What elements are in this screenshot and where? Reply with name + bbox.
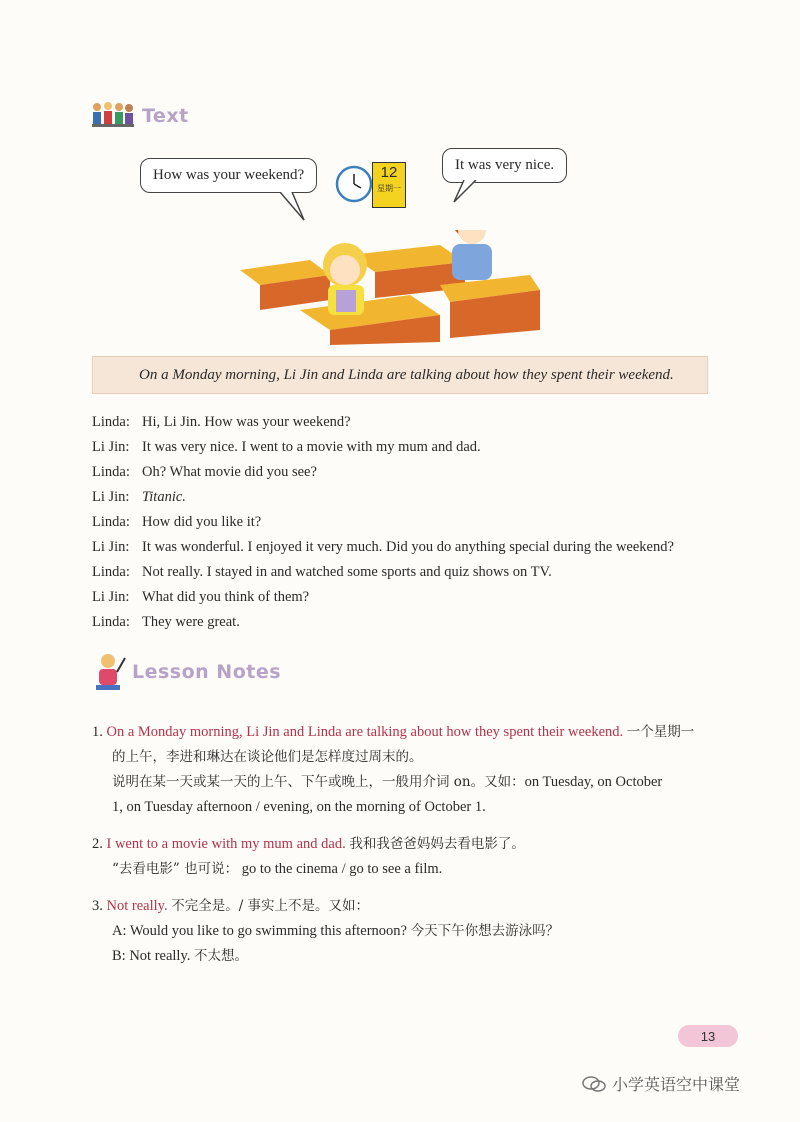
lesson-notes xyxy=(92,720,712,981)
speaker: Li Jin: xyxy=(92,539,130,555)
note-number: 2. xyxy=(92,836,103,852)
note-phrase: I went to a movie with my mum and dad. xyxy=(106,836,346,852)
line-text: Oh? What movie did you see? xyxy=(142,464,317,480)
line-text: Not really. I stayed in and watched some sports and quiz shows on TV. xyxy=(142,564,552,580)
dialogue-line xyxy=(92,410,712,435)
speaker: Li Jin: xyxy=(92,589,130,605)
example-a-translation: 今天下午你想去游泳吗？ xyxy=(410,923,560,939)
speech-bubble-linda: How was your weekend? xyxy=(140,158,317,193)
note-translation: 一个星期一 xyxy=(626,724,695,740)
example-b: B: Not really. xyxy=(112,948,191,964)
watermark-text: 小学英语空中课堂 xyxy=(612,1075,741,1094)
speech-bubble-li-jin: It was very nice. xyxy=(442,148,567,183)
line-text: What did you think of them? xyxy=(142,589,310,605)
example-b-translation: 不太想。 xyxy=(194,948,249,964)
dialogue-line xyxy=(92,510,712,535)
text-section-title: Text xyxy=(142,105,189,127)
calendar-weekday: 星期一 xyxy=(377,184,401,193)
calendar-day: 12 xyxy=(380,164,398,181)
note-phrase: On a Monday morning, Li Jin and Linda are talking about how they spent their weekend. xyxy=(106,724,624,740)
dialogue-line xyxy=(92,435,712,460)
kids-icon xyxy=(90,100,136,132)
line-text: Hi, Li Jin. How was your weekend? xyxy=(142,414,351,430)
note-3 xyxy=(92,894,712,969)
teacher-icon xyxy=(92,652,126,692)
watermark xyxy=(582,1072,740,1095)
speaker: Li Jin: xyxy=(92,489,130,505)
dialogue-line xyxy=(92,535,712,560)
note-translation: 的上午，李进和琳达在谈论他们是怎样度过周末的。 xyxy=(112,749,423,765)
dialogue xyxy=(92,410,712,635)
line-text: It was wonderful. I enjoyed it very much. Did you do anything special during the weekend? xyxy=(142,539,674,555)
lesson-notes-title: Lesson Notes xyxy=(132,661,282,683)
note-phrase: Not really. xyxy=(106,898,168,914)
dialogue-line xyxy=(92,460,712,485)
line-text: It was very nice. I went to a movie with my mum and dad. xyxy=(142,439,481,455)
bubble-tail-left xyxy=(278,192,308,224)
note-example: go to the cinema / go to see a film. xyxy=(241,861,443,877)
line-text: How did you like it? xyxy=(142,514,262,530)
note-number: 1. xyxy=(92,724,103,740)
page-number: 13 xyxy=(678,1025,738,1047)
calendar-icon xyxy=(372,162,406,208)
note-2 xyxy=(92,832,712,882)
line-text: They were great. xyxy=(142,614,240,630)
note-translation: 我和我爸爸妈妈去看电影了。 xyxy=(349,836,525,852)
speaker: Linda: xyxy=(92,464,130,480)
note-example: 1, on Tuesday afternoon / evening, on the morning of October 1. xyxy=(112,799,486,815)
bubble-tail-right xyxy=(452,180,482,206)
wechat-icon xyxy=(582,1075,606,1093)
note-1 xyxy=(92,720,712,820)
speaker: Li Jin: xyxy=(92,439,130,455)
scene-description: On a Monday morning, Li Jin and Linda are talking about how they spent their weekend. xyxy=(92,356,708,394)
dialogue-line xyxy=(92,560,712,585)
lesson-notes-header xyxy=(92,652,281,692)
dialogue-line xyxy=(92,585,712,610)
note-number: 3. xyxy=(92,898,103,914)
line-text: Titanic. xyxy=(142,489,186,505)
note-translation: 不完全是。/ 事实上不是。又如： xyxy=(171,898,370,914)
example-a: A: Would you like to go swimming this afternoon? xyxy=(112,923,407,939)
classroom-illustration xyxy=(240,230,550,345)
text-section-header xyxy=(90,100,189,132)
speaker: Linda: xyxy=(92,414,130,430)
speaker: Linda: xyxy=(92,564,130,580)
dialogue-line xyxy=(92,610,712,635)
speaker: Linda: xyxy=(92,514,130,530)
note-explanation: “去看电影” 也可说： xyxy=(112,861,239,877)
speaker: Linda: xyxy=(92,614,130,630)
dialogue-line xyxy=(92,485,712,510)
note-example: on Tuesday, on October xyxy=(524,774,663,790)
note-explanation: 说明在某一天或某一天的上午、下午或晚上，一般用介词 on。又如： xyxy=(112,774,525,790)
